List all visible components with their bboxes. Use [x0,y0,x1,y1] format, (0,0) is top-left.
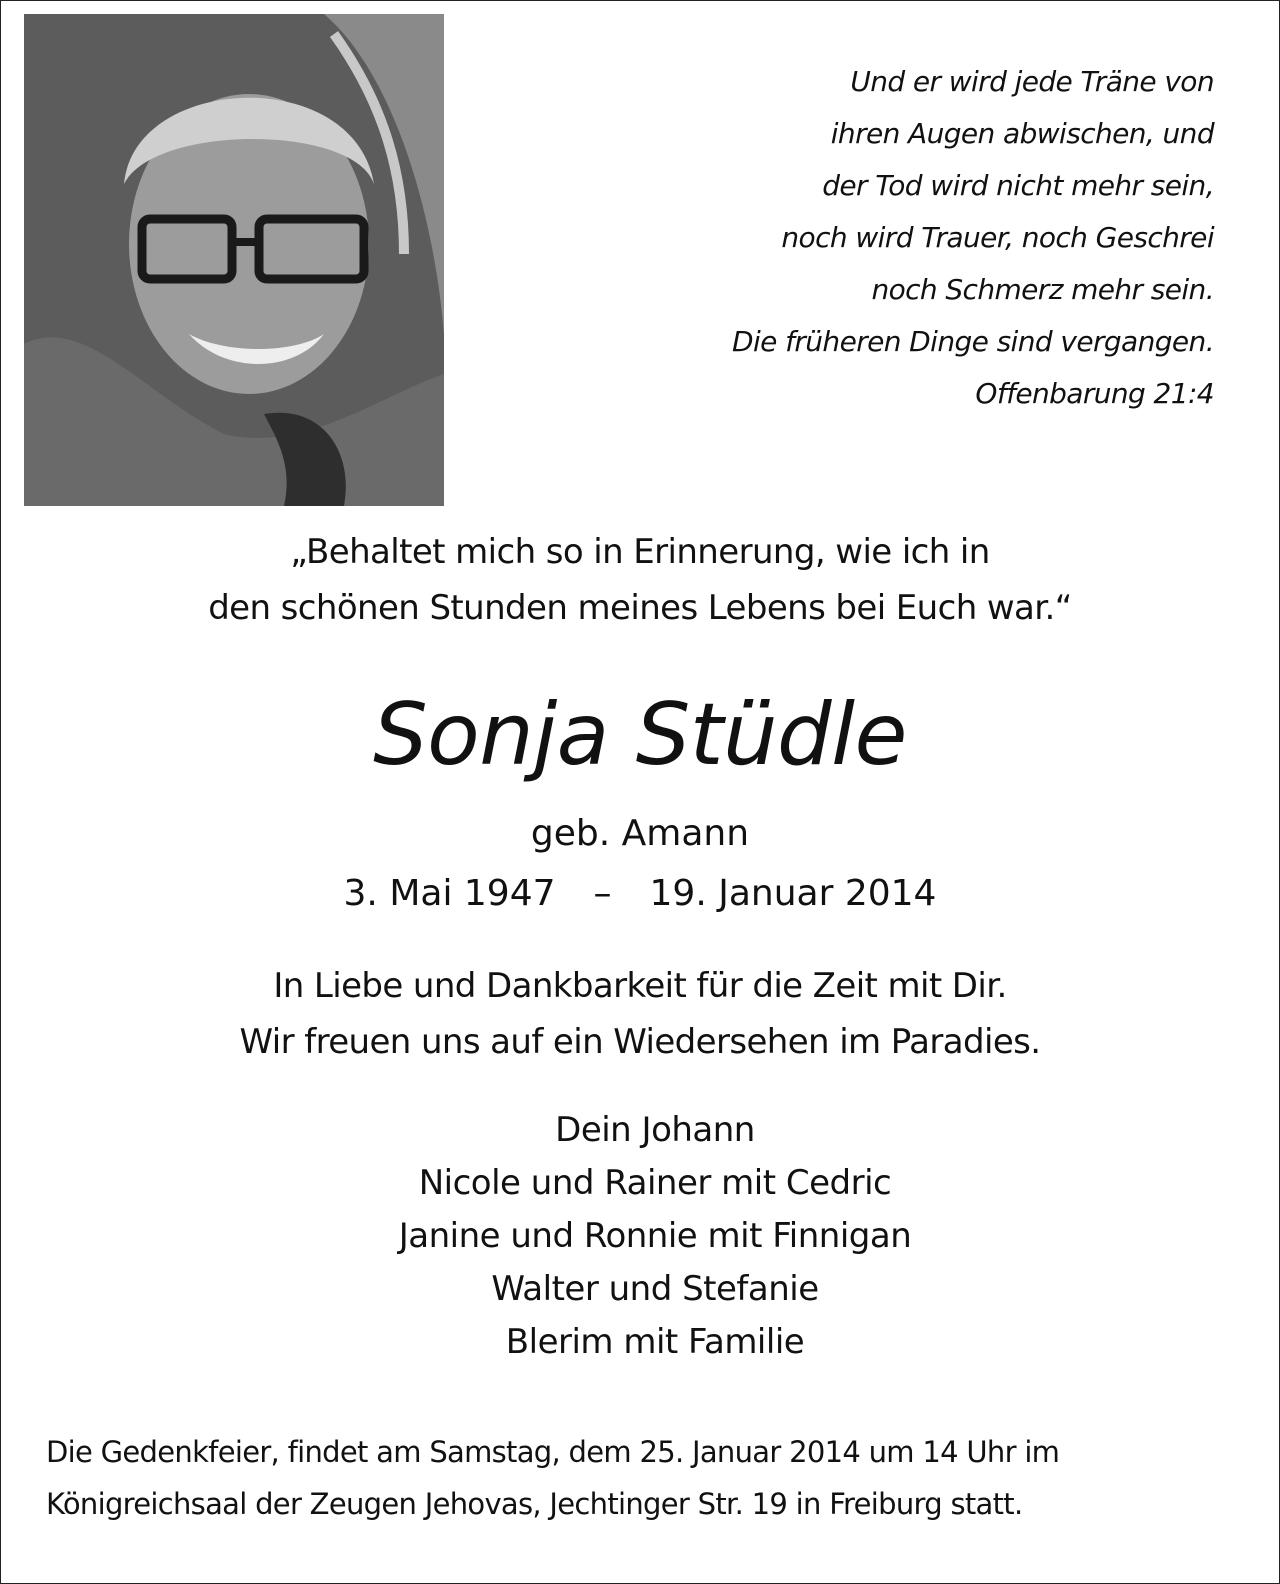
mourner: Dein Johann [555,1110,755,1150]
memorial-quote [0,524,1280,636]
death-date: 19. Januar 2014 [649,873,937,914]
verse-line: Und er wird jede Träne von [850,65,1214,98]
portrait-illustration [24,14,444,506]
notice-line: Königreichsaal der Zeugen Jehovas, Jechtinger Str. 19 in Freiburg statt. [46,1487,1023,1521]
mourner: Walter und Stefanie [491,1269,819,1309]
mourner: Janine und Ronnie mit Finnigan [398,1216,912,1256]
verse-line: ihren Augen abwischen, und [830,117,1214,150]
notice-line: Die Gedenkfeier, findet am Samstag, dem 25. Januar 2014 um 14 Uhr im [46,1435,1060,1469]
quote-line: den schönen Stunden meines Lebens bei Euch war.“ [208,588,1072,628]
verse-line: noch Schmerz mehr sein. [871,273,1214,306]
bible-verse [594,56,1214,420]
memorial-service-notice [46,1426,1246,1530]
family-message [0,958,1280,1070]
verse-reference: Offenbarung 21:4 [975,377,1214,410]
portrait-photo [24,14,444,506]
date-separator: – [593,873,612,914]
mourners-list [0,1104,1280,1369]
mourner: Nicole und Rainer mit Cedric [418,1163,892,1203]
verse-line: der Tod wird nicht mehr sein, [822,169,1214,202]
message-line: In Liebe und Dankbarkeit für die Zeit mit Dir. [273,966,1007,1006]
verse-line: Die früheren Dinge sind vergangen. [732,325,1214,358]
birth-name: geb. Amann [530,813,750,854]
mourner: Blerim mit Familie [505,1322,805,1362]
verse-line: noch wird Trauer, noch Geschrei [781,221,1214,254]
message-line: Wir freuen uns auf ein Wiedersehen im Paradies. [239,1022,1041,1062]
quote-line: „Behaltet mich so in Erinnerung, wie ich in [290,532,990,572]
life-dates [0,866,1280,922]
deceased-name: Sonja Stüdle [373,685,907,785]
birth-date: 3. Mai 1947 [343,873,556,914]
